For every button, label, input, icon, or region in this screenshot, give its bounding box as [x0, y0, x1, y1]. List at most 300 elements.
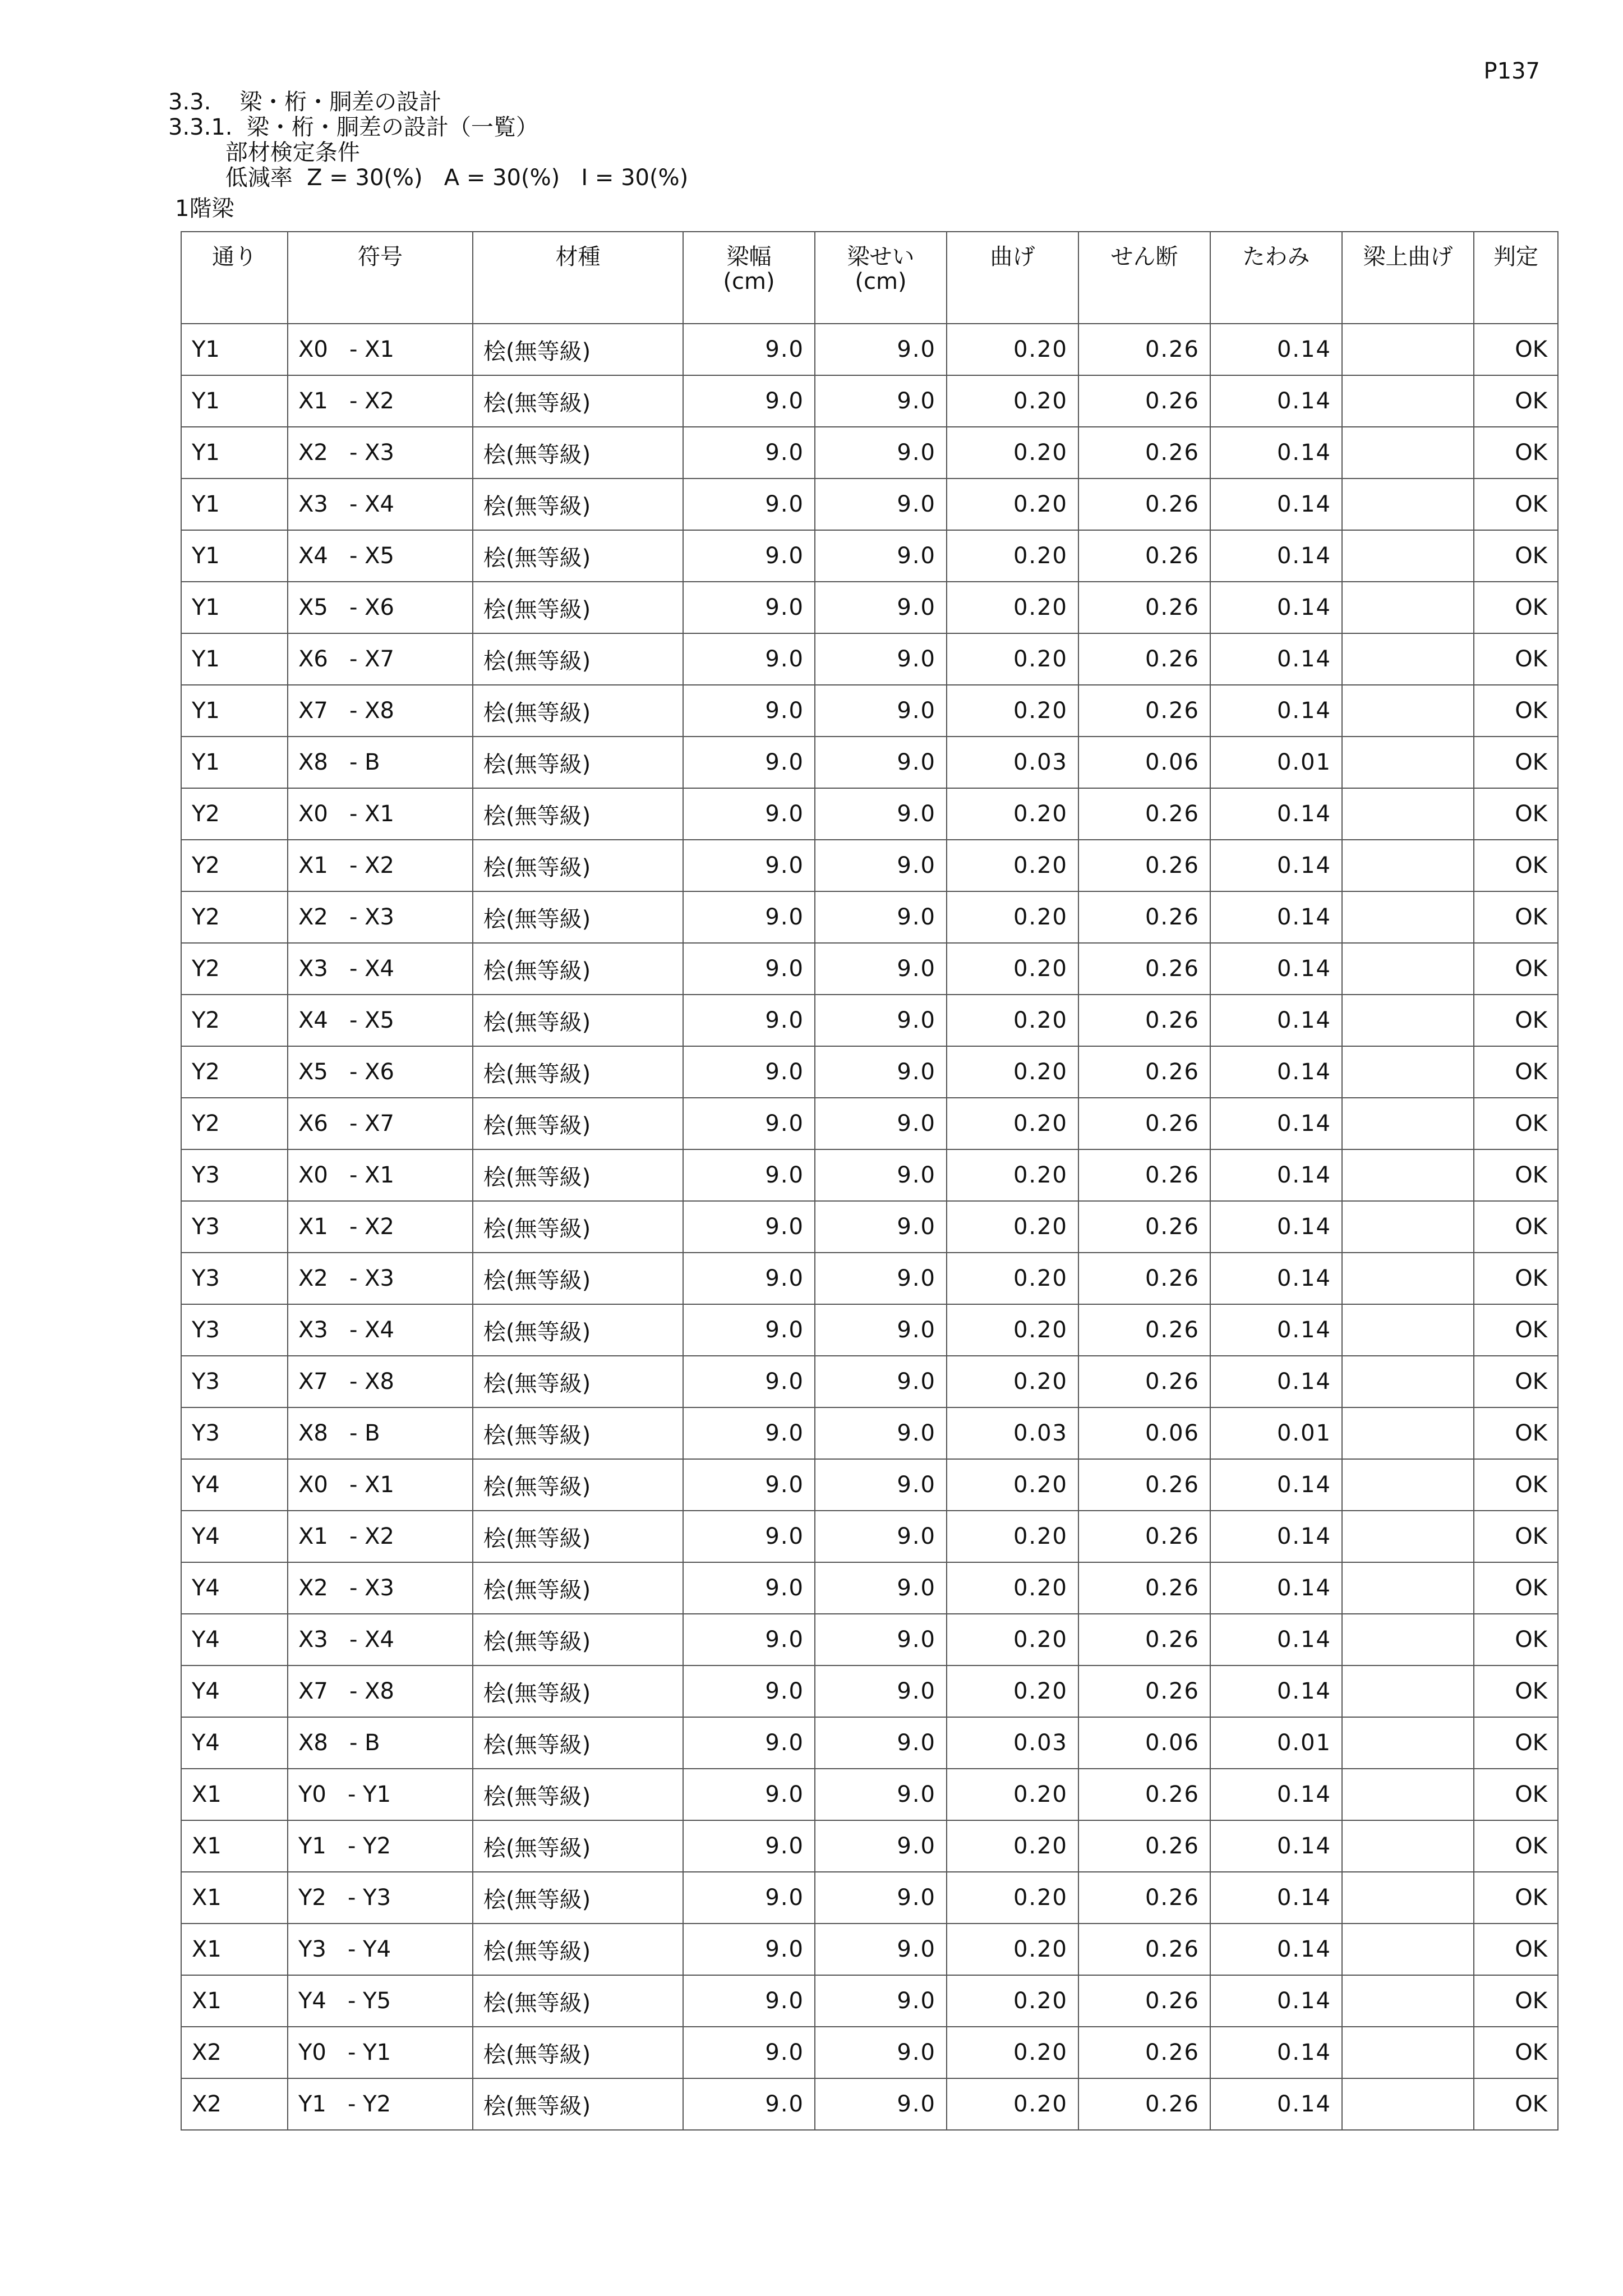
cell-material: 桧(無等級): [473, 633, 683, 685]
cell-bending: 0.20: [947, 530, 1078, 582]
cell-grid-line: X1: [181, 1820, 288, 1872]
cell-grid-line: Y2: [181, 995, 288, 1046]
cell-beam-width: 9.0: [683, 1356, 815, 1407]
column-header-label: 梁せい: [847, 244, 915, 270]
cell-top-bending: [1342, 2078, 1474, 2130]
cell-bending: 0.20: [947, 1975, 1078, 2027]
cell-bending: 0.20: [947, 1769, 1078, 1820]
cell-bending: 0.20: [947, 1665, 1078, 1717]
cell-member-code: X7 - X8: [288, 685, 473, 737]
cell-top-bending: [1342, 1769, 1474, 1820]
cell-deflection: 0.14: [1210, 530, 1342, 582]
cell-bending: 0.20: [947, 840, 1078, 891]
table-row: [181, 633, 1558, 685]
cell-top-bending: [1342, 1407, 1474, 1459]
cell-judgement: OK: [1474, 943, 1558, 995]
cell-bending: 0.20: [947, 427, 1078, 478]
table-row: [181, 2027, 1558, 2078]
cell-material: 桧(無等級): [473, 1562, 683, 1614]
cell-material: 桧(無等級): [473, 1872, 683, 1924]
cell-beam-depth: 9.0: [815, 1046, 947, 1098]
cell-deflection: 0.14: [1210, 375, 1342, 427]
cell-grid-line: Y3: [181, 1356, 288, 1407]
table-row: [181, 1924, 1558, 1975]
cell-shear: 0.06: [1078, 737, 1210, 788]
cell-judgement: OK: [1474, 478, 1558, 530]
cell-shear: 0.26: [1078, 891, 1210, 943]
cell-shear: 0.06: [1078, 1717, 1210, 1769]
cell-material: 桧(無等級): [473, 1820, 683, 1872]
cell-beam-width: 9.0: [683, 2078, 815, 2130]
cell-beam-width: 9.0: [683, 737, 815, 788]
cell-deflection: 0.14: [1210, 1459, 1342, 1511]
cell-member-code: X0 - X1: [288, 324, 473, 375]
cell-top-bending: [1342, 1975, 1474, 2027]
cell-deflection: 0.14: [1210, 1614, 1342, 1665]
subsection-title: 3.3.1. 梁・桁・胴差の設計（一覧）: [168, 114, 538, 140]
section-heading: [168, 90, 688, 191]
cell-beam-width: 9.0: [683, 1149, 815, 1201]
cell-bending: 0.20: [947, 685, 1078, 737]
section-title: 3.3. 梁・桁・胴差の設計: [168, 89, 442, 115]
cell-material: 桧(無等級): [473, 324, 683, 375]
cell-material: 桧(無等級): [473, 1511, 683, 1562]
cell-material: 桧(無等級): [473, 943, 683, 995]
cell-deflection: 0.14: [1210, 891, 1342, 943]
cell-grid-line: Y3: [181, 1201, 288, 1253]
cell-member-code: X0 - X1: [288, 1459, 473, 1511]
table-row: [181, 891, 1558, 943]
cell-beam-width: 9.0: [683, 1924, 815, 1975]
cell-beam-width: 9.0: [683, 1098, 815, 1149]
cell-material: 桧(無等級): [473, 375, 683, 427]
cell-judgement: OK: [1474, 1253, 1558, 1304]
cell-top-bending: [1342, 1924, 1474, 1975]
cell-material: 桧(無等級): [473, 478, 683, 530]
cell-bending: 0.20: [947, 1820, 1078, 1872]
table-row: [181, 685, 1558, 737]
cell-beam-depth: 9.0: [815, 633, 947, 685]
cell-judgement: OK: [1474, 1098, 1558, 1149]
cell-grid-line: Y1: [181, 530, 288, 582]
cell-member-code: X3 - X4: [288, 943, 473, 995]
cell-beam-depth: 9.0: [815, 788, 947, 840]
cell-grid-line: Y1: [181, 582, 288, 633]
cell-beam-width: 9.0: [683, 530, 815, 582]
cell-member-code: X6 - X7: [288, 633, 473, 685]
cell-beam-width: 9.0: [683, 1562, 815, 1614]
cell-deflection: 0.14: [1210, 1098, 1342, 1149]
cell-bending: 0.20: [947, 1253, 1078, 1304]
column-header-unit: (cm): [723, 269, 775, 295]
cell-bending: 0.20: [947, 478, 1078, 530]
cell-beam-depth: 9.0: [815, 1201, 947, 1253]
cell-shear: 0.26: [1078, 1253, 1210, 1304]
cell-material: 桧(無等級): [473, 530, 683, 582]
cell-material: 桧(無等級): [473, 1975, 683, 2027]
cell-beam-width: 9.0: [683, 1511, 815, 1562]
table-row: [181, 375, 1558, 427]
cell-beam-depth: 9.0: [815, 1356, 947, 1407]
cell-deflection: 0.14: [1210, 685, 1342, 737]
cell-beam-depth: 9.0: [815, 737, 947, 788]
cell-grid-line: Y2: [181, 1098, 288, 1149]
reduction-rate: 低減率 Z = 30(%) A = 30(%) I = 30(%): [168, 165, 689, 191]
cell-beam-depth: 9.0: [815, 375, 947, 427]
cell-judgement: OK: [1474, 1304, 1558, 1356]
cell-deflection: 0.14: [1210, 1356, 1342, 1407]
cell-member-code: X1 - X2: [288, 1511, 473, 1562]
table-row: [181, 1046, 1558, 1098]
cell-top-bending: [1342, 995, 1474, 1046]
cell-bending: 0.20: [947, 1511, 1078, 1562]
cell-shear: 0.26: [1078, 375, 1210, 427]
cell-member-code: Y0 - Y1: [288, 1769, 473, 1820]
cell-judgement: OK: [1474, 582, 1558, 633]
cell-beam-width: 9.0: [683, 427, 815, 478]
cell-top-bending: [1342, 478, 1474, 530]
cell-judgement: OK: [1474, 1975, 1558, 2027]
cell-beam-depth: 9.0: [815, 1511, 947, 1562]
cell-shear: 0.26: [1078, 582, 1210, 633]
cell-bending: 0.20: [947, 1459, 1078, 1511]
cell-bending: 0.20: [947, 1872, 1078, 1924]
column-header: [815, 232, 947, 324]
cell-deflection: 0.14: [1210, 788, 1342, 840]
cell-judgement: OK: [1474, 1924, 1558, 1975]
cell-bending: 0.20: [947, 943, 1078, 995]
table-row: [181, 478, 1558, 530]
cell-grid-line: Y3: [181, 1407, 288, 1459]
cell-judgement: OK: [1474, 1459, 1558, 1511]
cell-beam-width: 9.0: [683, 582, 815, 633]
cell-top-bending: [1342, 1046, 1474, 1098]
cell-beam-width: 9.0: [683, 1304, 815, 1356]
table-row: [181, 1098, 1558, 1149]
cell-deflection: 0.14: [1210, 1253, 1342, 1304]
cell-beam-width: 9.0: [683, 1665, 815, 1717]
cell-bending: 0.20: [947, 2027, 1078, 2078]
cell-judgement: OK: [1474, 2078, 1558, 2130]
cell-grid-line: X1: [181, 1769, 288, 1820]
cell-beam-width: 9.0: [683, 1820, 815, 1872]
cell-beam-width: 9.0: [683, 995, 815, 1046]
cell-beam-depth: 9.0: [815, 1820, 947, 1872]
cell-beam-width: 9.0: [683, 1872, 815, 1924]
cell-member-code: X8 - B: [288, 1407, 473, 1459]
cell-deflection: 0.14: [1210, 995, 1342, 1046]
cell-beam-depth: 9.0: [815, 1769, 947, 1820]
cell-beam-depth: 9.0: [815, 1407, 947, 1459]
cell-member-code: X0 - X1: [288, 788, 473, 840]
cell-deflection: 0.14: [1210, 1201, 1342, 1253]
table-row: [181, 2078, 1558, 2130]
cell-top-bending: [1342, 1820, 1474, 1872]
cell-shear: 0.26: [1078, 1201, 1210, 1253]
table-row: [181, 943, 1558, 995]
cell-member-code: X6 - X7: [288, 1098, 473, 1149]
cell-beam-width: 9.0: [683, 840, 815, 891]
cell-shear: 0.26: [1078, 427, 1210, 478]
cell-member-code: X3 - X4: [288, 1614, 473, 1665]
cell-material: 桧(無等級): [473, 1253, 683, 1304]
cell-beam-width: 9.0: [683, 1769, 815, 1820]
cell-grid-line: Y2: [181, 943, 288, 995]
cell-deflection: 0.14: [1210, 1872, 1342, 1924]
cell-bending: 0.03: [947, 1407, 1078, 1459]
cell-beam-depth: 9.0: [815, 685, 947, 737]
cell-deflection: 0.14: [1210, 1975, 1342, 2027]
cell-top-bending: [1342, 1614, 1474, 1665]
cell-beam-depth: 9.0: [815, 530, 947, 582]
cell-top-bending: [1342, 427, 1474, 478]
cell-bending: 0.20: [947, 1614, 1078, 1665]
cell-beam-depth: 9.0: [815, 891, 947, 943]
cell-member-code: X8 - B: [288, 737, 473, 788]
cell-judgement: OK: [1474, 633, 1558, 685]
cell-judgement: OK: [1474, 1149, 1558, 1201]
column-header-label: 通り: [212, 244, 257, 270]
cell-top-bending: [1342, 685, 1474, 737]
cell-shear: 0.26: [1078, 633, 1210, 685]
cell-beam-depth: 9.0: [815, 1665, 947, 1717]
cell-deflection: 0.14: [1210, 2027, 1342, 2078]
table-row: [181, 840, 1558, 891]
cell-deflection: 0.14: [1210, 1665, 1342, 1717]
cell-beam-depth: 9.0: [815, 1924, 947, 1975]
table-row: [181, 1253, 1558, 1304]
cell-member-code: X1 - X2: [288, 840, 473, 891]
cell-judgement: OK: [1474, 891, 1558, 943]
cell-bending: 0.20: [947, 1304, 1078, 1356]
cell-grid-line: Y3: [181, 1149, 288, 1201]
column-header: [1342, 232, 1474, 324]
cell-shear: 0.26: [1078, 1614, 1210, 1665]
cell-shear: 0.26: [1078, 2027, 1210, 2078]
cell-shear: 0.26: [1078, 788, 1210, 840]
cell-beam-depth: 9.0: [815, 1614, 947, 1665]
check-conditions-label: 部材検定条件: [168, 140, 360, 165]
cell-top-bending: [1342, 891, 1474, 943]
cell-material: 桧(無等級): [473, 737, 683, 788]
cell-top-bending: [1342, 324, 1474, 375]
cell-grid-line: Y4: [181, 1511, 288, 1562]
cell-grid-line: Y2: [181, 788, 288, 840]
cell-grid-line: X2: [181, 2078, 288, 2130]
beam-check-table: [181, 231, 1559, 2131]
cell-bending: 0.20: [947, 2078, 1078, 2130]
floor-label: 1階梁: [175, 196, 234, 222]
cell-deflection: 0.14: [1210, 840, 1342, 891]
cell-member-code: Y4 - Y5: [288, 1975, 473, 2027]
cell-judgement: OK: [1474, 427, 1558, 478]
table-row: [181, 995, 1558, 1046]
cell-member-code: X5 - X6: [288, 1046, 473, 1098]
cell-bending: 0.20: [947, 1149, 1078, 1201]
cell-judgement: OK: [1474, 995, 1558, 1046]
table-body: [181, 324, 1558, 2130]
cell-judgement: OK: [1474, 1356, 1558, 1407]
page-number: P137: [1483, 58, 1540, 84]
cell-judgement: OK: [1474, 1046, 1558, 1098]
cell-deflection: 0.14: [1210, 1304, 1342, 1356]
cell-material: 桧(無等級): [473, 1769, 683, 1820]
cell-beam-width: 9.0: [683, 324, 815, 375]
column-header-label: 梁上曲げ: [1363, 244, 1453, 270]
cell-member-code: X2 - X3: [288, 891, 473, 943]
cell-top-bending: [1342, 1872, 1474, 1924]
column-header-unit: (cm): [855, 269, 907, 295]
cell-member-code: Y2 - Y3: [288, 1872, 473, 1924]
cell-material: 桧(無等級): [473, 788, 683, 840]
cell-shear: 0.06: [1078, 1407, 1210, 1459]
cell-grid-line: Y4: [181, 1614, 288, 1665]
cell-deflection: 0.14: [1210, 1511, 1342, 1562]
cell-bending: 0.20: [947, 1098, 1078, 1149]
cell-bending: 0.20: [947, 1924, 1078, 1975]
cell-beam-width: 9.0: [683, 1614, 815, 1665]
table-row: [181, 1511, 1558, 1562]
cell-top-bending: [1342, 1098, 1474, 1149]
cell-top-bending: [1342, 788, 1474, 840]
cell-judgement: OK: [1474, 375, 1558, 427]
cell-beam-width: 9.0: [683, 375, 815, 427]
cell-member-code: X5 - X6: [288, 582, 473, 633]
cell-member-code: X3 - X4: [288, 478, 473, 530]
cell-material: 桧(無等級): [473, 1304, 683, 1356]
cell-grid-line: Y2: [181, 840, 288, 891]
cell-grid-line: Y4: [181, 1562, 288, 1614]
cell-grid-line: Y4: [181, 1717, 288, 1769]
table-row: [181, 788, 1558, 840]
cell-grid-line: Y3: [181, 1304, 288, 1356]
cell-beam-width: 9.0: [683, 1407, 815, 1459]
cell-grid-line: Y1: [181, 737, 288, 788]
cell-deflection: 0.14: [1210, 2078, 1342, 2130]
cell-top-bending: [1342, 737, 1474, 788]
cell-member-code: X2 - X3: [288, 427, 473, 478]
column-header-label: 材種: [555, 244, 601, 270]
table-row: [181, 737, 1558, 788]
cell-beam-width: 9.0: [683, 478, 815, 530]
cell-judgement: OK: [1474, 1665, 1558, 1717]
cell-judgement: OK: [1474, 685, 1558, 737]
table-row: [181, 1407, 1558, 1459]
cell-beam-width: 9.0: [683, 685, 815, 737]
cell-judgement: OK: [1474, 1820, 1558, 1872]
cell-grid-line: Y1: [181, 324, 288, 375]
cell-top-bending: [1342, 1201, 1474, 1253]
cell-member-code: X1 - X2: [288, 375, 473, 427]
column-header: [181, 232, 288, 324]
cell-deflection: 0.14: [1210, 1562, 1342, 1614]
table-row: [181, 1975, 1558, 2027]
cell-judgement: OK: [1474, 1769, 1558, 1820]
cell-shear: 0.26: [1078, 943, 1210, 995]
table-row: [181, 1356, 1558, 1407]
cell-bending: 0.20: [947, 633, 1078, 685]
cell-bending: 0.20: [947, 324, 1078, 375]
cell-deflection: 0.14: [1210, 943, 1342, 995]
table-row: [181, 530, 1558, 582]
cell-bending: 0.20: [947, 1046, 1078, 1098]
cell-grid-line: Y1: [181, 427, 288, 478]
cell-member-code: X2 - X3: [288, 1253, 473, 1304]
cell-judgement: OK: [1474, 840, 1558, 891]
column-header-label: 曲げ: [990, 244, 1035, 270]
cell-shear: 0.26: [1078, 2078, 1210, 2130]
cell-member-code: Y1 - Y2: [288, 2078, 473, 2130]
table-header-row: [181, 232, 1558, 324]
cell-deflection: 0.14: [1210, 633, 1342, 685]
cell-bending: 0.20: [947, 891, 1078, 943]
cell-grid-line: Y4: [181, 1459, 288, 1511]
cell-material: 桧(無等級): [473, 1614, 683, 1665]
cell-bending: 0.20: [947, 375, 1078, 427]
cell-deflection: 0.14: [1210, 582, 1342, 633]
column-header-label: 符号: [358, 244, 403, 270]
cell-deflection: 0.01: [1210, 1407, 1342, 1459]
cell-beam-depth: 9.0: [815, 324, 947, 375]
cell-beam-depth: 9.0: [815, 1459, 947, 1511]
cell-member-code: X1 - X2: [288, 1201, 473, 1253]
column-header: [1474, 232, 1558, 324]
cell-beam-width: 9.0: [683, 1253, 815, 1304]
cell-material: 桧(無等級): [473, 1149, 683, 1201]
cell-grid-line: Y1: [181, 685, 288, 737]
cell-grid-line: Y4: [181, 1665, 288, 1717]
table-row: [181, 1201, 1558, 1253]
cell-material: 桧(無等級): [473, 1459, 683, 1511]
cell-member-code: Y1 - Y2: [288, 1820, 473, 1872]
cell-shear: 0.26: [1078, 478, 1210, 530]
cell-judgement: OK: [1474, 530, 1558, 582]
cell-top-bending: [1342, 1356, 1474, 1407]
cell-shear: 0.26: [1078, 530, 1210, 582]
cell-bending: 0.20: [947, 582, 1078, 633]
cell-material: 桧(無等級): [473, 891, 683, 943]
column-header-label: 判定: [1493, 244, 1538, 270]
cell-shear: 0.26: [1078, 1769, 1210, 1820]
column-header-label: 梁幅: [726, 244, 772, 270]
cell-material: 桧(無等級): [473, 1717, 683, 1769]
cell-bending: 0.20: [947, 788, 1078, 840]
cell-top-bending: [1342, 375, 1474, 427]
cell-deflection: 0.14: [1210, 1149, 1342, 1201]
cell-material: 桧(無等級): [473, 1665, 683, 1717]
cell-bending: 0.20: [947, 1562, 1078, 1614]
cell-material: 桧(無等級): [473, 2078, 683, 2130]
cell-judgement: OK: [1474, 324, 1558, 375]
cell-deflection: 0.01: [1210, 737, 1342, 788]
cell-material: 桧(無等級): [473, 1046, 683, 1098]
cell-grid-line: Y1: [181, 478, 288, 530]
cell-member-code: X2 - X3: [288, 1562, 473, 1614]
cell-judgement: OK: [1474, 1201, 1558, 1253]
cell-shear: 0.26: [1078, 324, 1210, 375]
column-header-label: たわみ: [1242, 244, 1310, 270]
cell-shear: 0.26: [1078, 1820, 1210, 1872]
cell-member-code: Y3 - Y4: [288, 1924, 473, 1975]
cell-shear: 0.26: [1078, 1975, 1210, 2027]
cell-judgement: OK: [1474, 737, 1558, 788]
cell-top-bending: [1342, 1459, 1474, 1511]
cell-member-code: Y0 - Y1: [288, 2027, 473, 2078]
cell-beam-depth: 9.0: [815, 840, 947, 891]
cell-judgement: OK: [1474, 1407, 1558, 1459]
cell-beam-depth: 9.0: [815, 427, 947, 478]
cell-top-bending: [1342, 2027, 1474, 2078]
